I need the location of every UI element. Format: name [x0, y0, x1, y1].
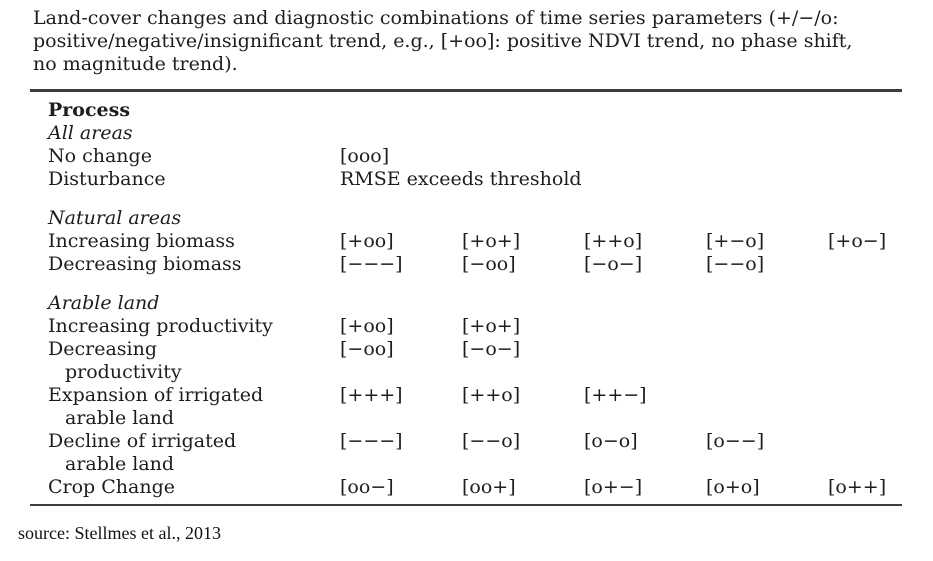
row-codes	[340, 430, 828, 453]
section-title: Natural areas	[48, 207, 182, 229]
code-cell: [o+o]	[706, 476, 760, 498]
row-codes	[340, 476, 933, 499]
caption-line-2: positive/negative/insignificant trend, e.g., [+oo]: positive NDVI trend, no phase shift,	[33, 30, 853, 52]
row-label: No change	[48, 145, 152, 167]
table-row	[48, 384, 902, 430]
code-cell: [++−]	[584, 384, 647, 406]
code-cell: [+oo]	[340, 230, 394, 252]
row-codes	[340, 168, 582, 191]
code-cell: [++o]	[462, 384, 521, 406]
row-label-line2: arable land	[65, 407, 175, 429]
caption-line-1: Land-cover changes and diagnostic combinations of time series parameters (+/−/o:	[33, 7, 839, 29]
code-cell: [+−o]	[706, 230, 765, 252]
source-citation: source: Stellmes et al., 2013	[18, 523, 221, 543]
row-label: Decreasing biomass	[48, 253, 242, 275]
table-row	[48, 168, 902, 191]
code-cell: [+o+]	[462, 315, 521, 337]
code-cell: [o+−]	[584, 476, 643, 498]
code-cell: [−−o]	[462, 430, 521, 452]
code-cell: [−oo]	[340, 338, 394, 360]
code-cell: [+++]	[340, 384, 403, 406]
row-codes	[340, 384, 706, 407]
table-row	[48, 253, 902, 276]
code-cell: [oo+]	[462, 476, 516, 498]
table-row	[48, 338, 902, 384]
code-cell: [ooo]	[340, 145, 390, 167]
code-cell: [+o−]	[828, 230, 887, 252]
code-cell: [+oo]	[340, 315, 394, 337]
row-label-line1: Decline of irrigated	[48, 430, 237, 452]
code-cell: [+o+]	[462, 230, 521, 252]
row-label: Increasing biomass	[48, 230, 235, 252]
table-row	[48, 315, 902, 338]
section-title: Arable land	[48, 292, 160, 314]
code-cell: [−−−]	[340, 430, 403, 452]
table-caption	[33, 7, 933, 76]
table-header-process: Process	[48, 99, 131, 121]
row-label: Increasing productivity	[48, 315, 273, 337]
table-row	[48, 145, 902, 168]
code-cell: [−oo]	[462, 253, 516, 275]
code-cell: [++o]	[584, 230, 643, 252]
code-cell: [−o−]	[462, 338, 521, 360]
row-label	[48, 384, 340, 430]
row-label: Crop Change	[48, 476, 176, 498]
code-cell: [−o−]	[584, 253, 643, 275]
table-row	[48, 476, 902, 499]
code-cell: [−−o]	[706, 253, 765, 275]
row-label-line1: Expansion of irrigated	[48, 384, 264, 406]
process-table	[30, 89, 902, 506]
section-all-areas	[48, 122, 902, 191]
row-codes	[340, 145, 462, 168]
code-cell: [−−−]	[340, 253, 403, 275]
code-cell: [oo−]	[340, 476, 394, 498]
row-label-line1: Decreasing	[48, 338, 157, 360]
row-label	[48, 430, 340, 476]
section-title: All areas	[48, 122, 133, 144]
row-codes	[340, 315, 584, 338]
row-label: Disturbance	[48, 168, 166, 190]
row-codes	[340, 230, 933, 253]
section-arable-land	[48, 292, 902, 499]
table-row	[48, 230, 902, 253]
row-label-line2: productivity	[65, 361, 182, 383]
row-codes	[340, 338, 584, 361]
code-cell: [o−−]	[706, 430, 765, 452]
row-label	[48, 338, 340, 384]
section-natural-areas	[48, 207, 902, 276]
caption-line-3: no magnitude trend).	[33, 53, 238, 75]
table-row	[48, 430, 902, 476]
code-cell: [o−o]	[584, 430, 638, 452]
code-cell: RMSE exceeds threshold	[340, 168, 582, 190]
row-codes	[340, 253, 828, 276]
row-label-line2: arable land	[65, 453, 175, 475]
code-cell: [o++]	[828, 476, 887, 498]
